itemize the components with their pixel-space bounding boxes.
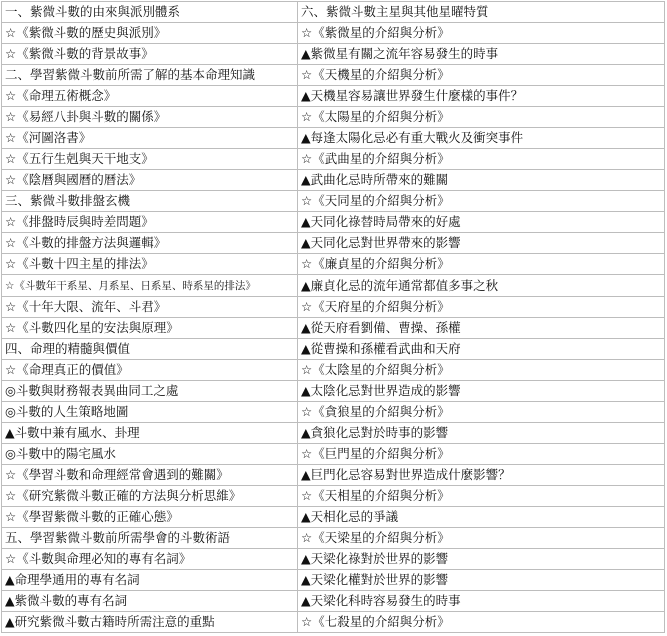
toc-entry <box>298 381 665 402</box>
toc-entry-text: ☆《七殺星的介紹與分析》 <box>301 614 450 629</box>
toc-entry-text: ☆《紫微斗數的背景故事》 <box>5 46 154 61</box>
toc-entry-text: 四、命理的精髓與價值 <box>5 341 131 356</box>
toc-entry-text: ☆《十年大限、流年、斗君》 <box>5 299 167 314</box>
toc-entry <box>298 360 665 381</box>
toc-entry-text: ▲紫微斗數的專有名詞 <box>5 593 128 608</box>
toc-section-heading <box>2 191 298 212</box>
toc-row <box>2 191 665 212</box>
toc-entry <box>2 23 298 44</box>
toc-entry-text: ▲天梁化科時容易發生的時事 <box>301 593 461 608</box>
toc-entry <box>2 360 298 381</box>
toc-entry <box>2 254 298 275</box>
toc-row <box>2 402 665 423</box>
toc-entry-text: ☆《易經八卦與斗數的關係》 <box>5 109 167 124</box>
toc-entry-text: ▲命理學通用的專有名詞 <box>5 572 140 587</box>
toc-entry-text: 一、紫微斗數的由來與派別體系 <box>5 4 181 19</box>
toc-entry-text: ▲貪狼化忌對於時事的影響 <box>301 425 449 440</box>
toc-entry <box>298 149 665 170</box>
toc-entry-text: ▲天同化忌對世界帶來的影響 <box>301 235 461 250</box>
toc-entry <box>2 570 298 591</box>
toc-row <box>2 318 665 339</box>
toc-entry-text: ▲天相化忌的爭議 <box>301 509 399 524</box>
toc-entry-text: 三、紫微斗數排盤玄機 <box>5 193 131 208</box>
toc-entry <box>298 507 665 528</box>
toc-entry-text: ◎斗數與財務報表異曲同工之處 <box>5 383 179 398</box>
toc-entry-text: ☆《河圖洛書》 <box>5 130 92 145</box>
toc-row <box>2 591 665 612</box>
toc-entry-text: 五、學習紫微斗數前所需學會的斗數術語 <box>5 530 231 545</box>
toc-entry <box>2 318 298 339</box>
toc-row <box>2 275 665 297</box>
toc-row <box>2 149 665 170</box>
toc-entry <box>298 65 665 86</box>
toc-entry <box>298 23 665 44</box>
toc-entry <box>2 444 298 465</box>
toc-entry <box>2 107 298 128</box>
toc-entry-text: ▲天同化祿替時局帶來的好處 <box>301 214 461 229</box>
toc-entry <box>2 86 298 107</box>
toc-entry-text: ▲研究紫微斗數古籍時所需注意的重點 <box>5 614 215 629</box>
toc-row <box>2 486 665 507</box>
toc-entry <box>298 423 665 444</box>
toc-entry-text: ▲巨門化忌容易對世界造成什麼影響？ <box>301 467 511 482</box>
toc-row <box>2 212 665 233</box>
toc-entry-text: ☆《學習紫微斗數的正確心態》 <box>5 509 179 524</box>
toc-row <box>2 170 665 191</box>
toc-entry-text: ☆《排盤時辰與時差問題》 <box>5 214 154 229</box>
toc-entry <box>298 570 665 591</box>
toc-entry-text: ☆《斗數十四主星的排法》 <box>5 256 154 271</box>
toc-entry <box>2 486 298 507</box>
toc-row <box>2 528 665 549</box>
toc-entry-text: ◎斗數的人生策略地圖 <box>5 404 129 419</box>
toc-row <box>2 107 665 128</box>
toc-entry <box>298 212 665 233</box>
toc-entry-text: ☆《巨門星的介紹與分析》 <box>301 446 450 461</box>
toc-row <box>2 339 665 360</box>
toc-table <box>1 1 665 633</box>
toc-entry-text: ☆《廉貞星的介紹與分析》 <box>301 256 450 271</box>
toc-row <box>2 254 665 275</box>
toc-entry <box>298 612 665 633</box>
toc-entry-text: ☆《陰曆與國曆的曆法》 <box>5 172 142 187</box>
toc-entry-text: ☆《天府星的介紹與分析》 <box>301 299 450 314</box>
toc-row <box>2 65 665 86</box>
toc-entry <box>2 591 298 612</box>
toc-entry <box>298 233 665 254</box>
toc-entry-text: ☆《研究紫微斗數正確的方法與分析思維》 <box>5 488 242 503</box>
toc-row <box>2 549 665 570</box>
toc-entry-text: ☆《斗數年干系星、月系星、日系星、時系星的排法》 <box>5 280 256 292</box>
toc-row <box>2 86 665 107</box>
toc-entry <box>2 612 298 633</box>
toc-entry <box>298 591 665 612</box>
toc-entry <box>298 297 665 318</box>
toc-section-heading <box>2 339 298 360</box>
toc-entry-text: ☆《天相星的介紹與分析》 <box>301 488 450 503</box>
toc-entry <box>298 170 665 191</box>
toc-entry-text: ☆《命理真正的價值》 <box>5 362 129 377</box>
toc-entry <box>2 212 298 233</box>
toc-entry-text: ▲紫微星有關之流年容易發生的時事 <box>301 46 499 61</box>
toc-entry-text: ☆《天機星的介紹與分析》 <box>301 67 450 82</box>
toc-entry-text: ☆《太陰星的介紹與分析》 <box>301 362 450 377</box>
toc-entry <box>2 402 298 423</box>
toc-body <box>2 2 665 633</box>
toc-entry-text: ☆《學習斗數和命理經常會遇到的難關》 <box>5 467 229 482</box>
toc-entry-text: ▲從曹操和孫權看武曲和天府 <box>301 341 461 356</box>
toc-entry <box>2 465 298 486</box>
toc-entry-text: ☆《太陽星的介紹與分析》 <box>301 109 450 124</box>
toc-entry-text: ☆《武曲星的介紹與分析》 <box>301 151 450 166</box>
toc-entry-text: ☆《命理五術概念》 <box>5 88 117 103</box>
toc-entry <box>2 549 298 570</box>
toc-entry-text: ▲太陰化忌對世界造成的影響 <box>301 383 461 398</box>
toc-row <box>2 465 665 486</box>
toc-entry <box>298 486 665 507</box>
toc-entry-text: ▲每逢太陽化忌必有重大戰火及衝突事件 <box>301 130 524 145</box>
toc-entry <box>298 254 665 275</box>
toc-entry-text: ☆《斗數的排盤方法與邏輯》 <box>5 235 167 250</box>
toc-entry <box>2 170 298 191</box>
toc-row <box>2 128 665 149</box>
toc-row <box>2 444 665 465</box>
toc-entry <box>2 128 298 149</box>
toc-entry <box>2 275 298 297</box>
toc-entry <box>298 444 665 465</box>
toc-entry <box>2 381 298 402</box>
toc-entry-text: ☆《天同星的介紹與分析》 <box>301 193 450 208</box>
toc-entry-text: ▲武曲化忌時所帶來的難關 <box>301 172 449 187</box>
toc-entry <box>298 465 665 486</box>
toc-entry <box>2 44 298 65</box>
toc-row <box>2 2 665 23</box>
toc-entry <box>2 149 298 170</box>
toc-entry <box>298 528 665 549</box>
toc-entry <box>298 318 665 339</box>
toc-entry <box>2 233 298 254</box>
toc-entry <box>298 44 665 65</box>
toc-section-heading <box>2 2 298 23</box>
toc-section-heading <box>298 2 665 23</box>
toc-entry <box>2 423 298 444</box>
toc-row <box>2 381 665 402</box>
toc-entry-text: ☆《紫微星的介紹與分析》 <box>301 25 450 40</box>
toc-row <box>2 612 665 633</box>
toc-entry <box>298 402 665 423</box>
toc-entry-text: ▲天梁化權對於世界的影響 <box>301 572 449 587</box>
toc-entry <box>2 507 298 528</box>
toc-entry-text: ☆《斗數四化星的安法與原理》 <box>5 320 179 335</box>
toc-row <box>2 507 665 528</box>
toc-entry <box>298 86 665 107</box>
toc-entry-text: ☆《五行生剋與天干地支》 <box>5 151 154 166</box>
toc-entry-text: ▲斗數中兼有風水、卦理 <box>5 425 140 440</box>
toc-entry <box>298 275 665 297</box>
toc-entry-text: ▲天機星容易讓世界發生什麼樣的事件？ <box>301 88 524 103</box>
toc-entry-text: ☆《紫微斗數的歷史與派別》 <box>5 25 167 40</box>
toc-row <box>2 297 665 318</box>
toc-entry-text: ☆《天梁星的介紹與分析》 <box>301 530 450 545</box>
toc-entry <box>298 128 665 149</box>
toc-entry <box>298 191 665 212</box>
toc-row <box>2 360 665 381</box>
toc-entry-text: ☆《貪狼星的介紹與分析》 <box>301 404 450 419</box>
toc-entry <box>298 107 665 128</box>
toc-row <box>2 233 665 254</box>
toc-section-heading <box>2 65 298 86</box>
toc-entry-text: 六、紫微斗數主星與其他星曜特質 <box>301 4 489 19</box>
toc-entry-text: 二、學習紫微斗數前所需了解的基本命理知識 <box>5 67 256 82</box>
toc-entry-text: ◎斗數中的陽宅風水 <box>5 446 116 461</box>
toc-row <box>2 23 665 44</box>
toc-row <box>2 44 665 65</box>
toc-row <box>2 570 665 591</box>
toc-entry <box>298 339 665 360</box>
toc-entry <box>298 549 665 570</box>
toc-entry-text: ▲天梁化祿對於世界的影響 <box>301 551 449 566</box>
toc-row <box>2 423 665 444</box>
toc-entry-text: ▲從天府看劉備、曹操、孫權 <box>301 320 461 335</box>
toc-entry <box>2 297 298 318</box>
toc-entry-text: ☆《斗數與命理必知的專有名詞》 <box>5 551 192 566</box>
toc-section-heading <box>2 528 298 549</box>
toc-entry-text: ▲廉貞化忌的流年通常都值多事之秋 <box>301 277 499 293</box>
